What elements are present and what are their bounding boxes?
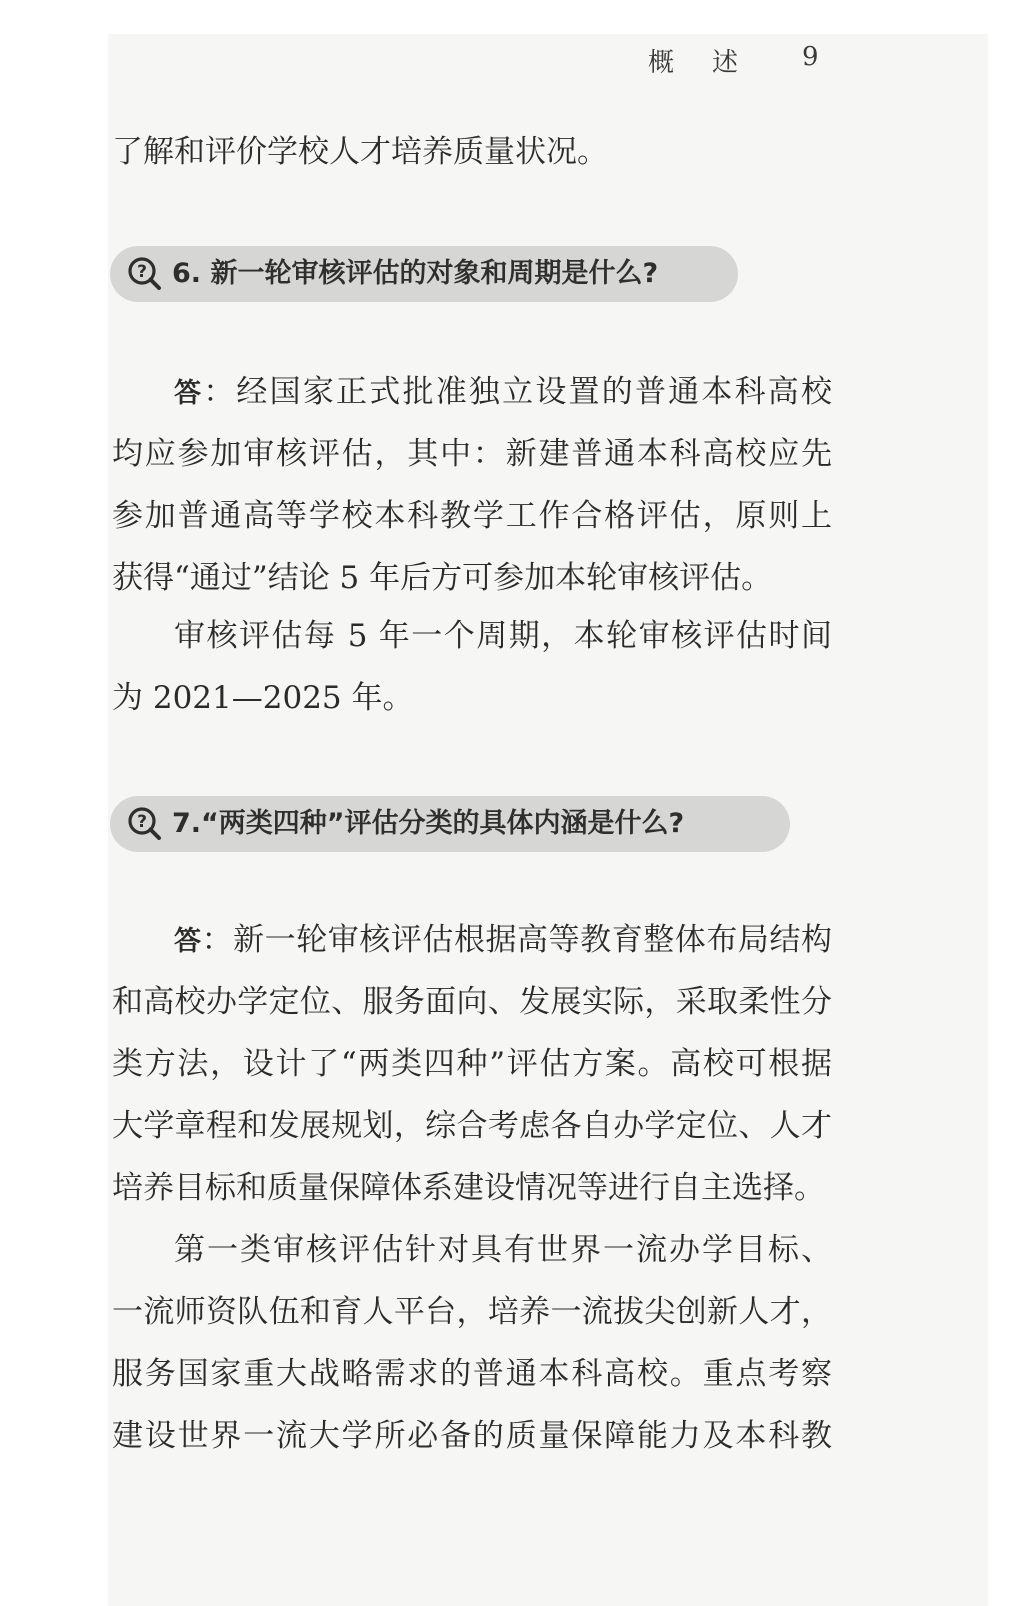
paragraph-line: 建设世界一流大学所必备的质量保障能力及本科教 (112, 1418, 832, 1454)
paragraph-line: 一流师资队伍和育人平台，培养一流拔尖创新人才， (112, 1294, 832, 1330)
paragraph-line: 审核评估每 5 年一个周期，本轮审核评估时间 (174, 618, 832, 654)
section-title: 概述 (648, 48, 777, 78)
question-heading-7 (110, 796, 790, 852)
answer-label: 答 (174, 378, 204, 409)
answer-label: 答 (174, 926, 202, 957)
paragraph-line: 参加普通高等学校本科教学工作合格评估，原则上 (112, 498, 832, 534)
svg-text:?: ? (137, 812, 147, 832)
paragraph-line: 大学章程和发展规划，综合考虑各自办学定位、人才 (112, 1108, 832, 1144)
paragraph-line: 均应参加审核评估，其中：新建普通本科高校应先 (112, 436, 832, 472)
paragraph-line: 为 2021—2025 年。 (112, 680, 414, 716)
running-head (648, 42, 838, 78)
paragraph-line: 和高校办学定位、服务面向、发展实际，采取柔性分 (112, 984, 832, 1020)
question-heading-6 (110, 246, 738, 302)
paragraph-line: 培养目标和质量保障体系建设情况等进行自主选择。 (112, 1170, 825, 1206)
intro-line: 了解和评价学校人才培养质量状况。 (112, 134, 608, 170)
paragraph-line: 答：新一轮审核评估根据高等教育整体布局结构 (174, 922, 833, 958)
paragraph-line: 服务国家重大战略需求的普通本科高校。重点考察 (112, 1356, 832, 1392)
question-title: 7.“两类四种”评估分类的具体内涵是什么? (172, 808, 685, 839)
paragraph-line: 答：经国家正式批准独立设置的普通本科高校 (174, 374, 833, 410)
question-magnifier-icon (126, 805, 164, 843)
paragraph-line: 获得“通过”结论 5 年后方可参加本轮审核评估。 (112, 560, 773, 596)
paragraph-line: 类方法，设计了“两类四种”评估方案。高校可根据 (112, 1046, 832, 1082)
question-magnifier-icon (126, 255, 164, 293)
svg-text:?: ? (137, 262, 147, 282)
paragraph-line: 第一类审核评估针对具有世界一流办学目标、 (174, 1232, 832, 1268)
question-title: 6. 新一轮审核评估的对象和周期是什么? (172, 258, 659, 289)
page-number: 9 (802, 42, 819, 72)
